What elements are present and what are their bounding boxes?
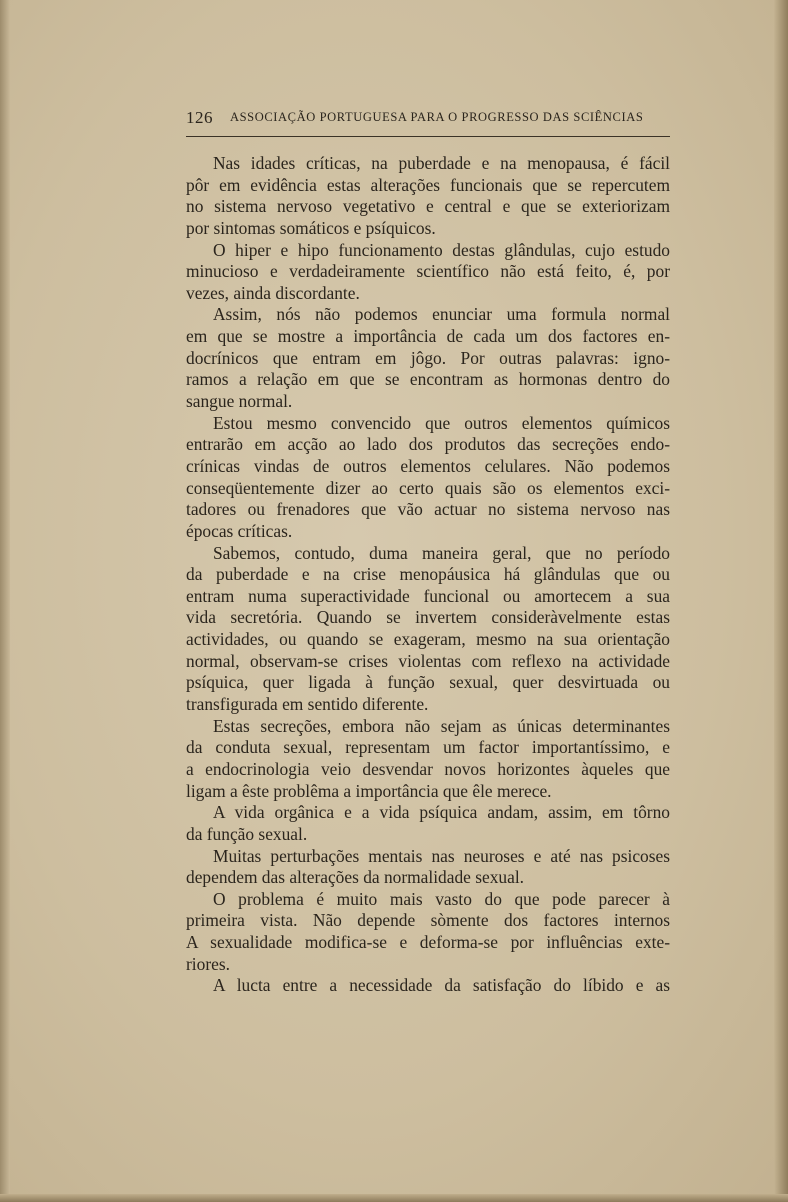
text-line: da função sexual. xyxy=(186,823,308,844)
text-line: em que se mostre a importância de cada um dos factores en- xyxy=(186,326,670,347)
text-line: vezes, ainda discordante. xyxy=(186,282,360,303)
page-number: 126 xyxy=(186,108,213,127)
text-line: O problema é muito mais vasto do que pode parecer à xyxy=(213,888,670,909)
text-line: Assim, nós não podemos enunciar uma formula normal xyxy=(213,304,670,325)
text-line: da conduta sexual, representam um factor importantíssimo, e xyxy=(186,737,670,758)
text-line: no sistema nervoso vegetativo e central e que se exteriorizam xyxy=(186,196,670,217)
running-head: ASSOCIAÇÃO PORTUGUESA PARA O PROGRESSO DAS SCIÊNCIAS xyxy=(230,110,644,124)
text-line: pôr em evidência estas alterações funcionais que se repercutem xyxy=(186,174,670,195)
text-line: psíquica, quer ligada à função sexual, quer desvirtuada ou xyxy=(186,672,670,693)
text-line: da puberdade e na crise menopáusica há glândulas que ou xyxy=(186,564,670,585)
text-line: Nas idades críticas, na puberdade e na menopausa, é fácil xyxy=(213,153,670,173)
text-line: entrarão em acção ao lado dos produtos das secreções endo- xyxy=(186,434,670,455)
text-line: conseqüentemente dizer ao certo quais são os elementos exci- xyxy=(186,477,670,498)
text-line: dependem das alterações da normalidade sexual. xyxy=(186,867,525,888)
text-line: A sexualidade modifica-se e deforma-se por influências exte- xyxy=(186,932,670,953)
text-line: crínicas vindas de outros elementos celulares. Não podemos xyxy=(186,455,670,476)
text-line: ramos a relação em que se encontram as hormonas dentro do xyxy=(186,369,670,390)
text-line: Sabemos, contudo, duma maneira geral, que no período xyxy=(213,542,670,563)
text-line: Estas secreções, embora não sejam as únicas determinantes xyxy=(213,715,670,736)
text-line: Estou mesmo convencido que outros elementos químicos xyxy=(213,412,670,433)
text-line: a endocrinologia veio desvendar novos horizontes àqueles que xyxy=(186,758,670,779)
page-bottom-edge xyxy=(0,1194,788,1202)
text-line: ligam a êste problêma a importância que êle merece. xyxy=(186,780,552,801)
text-line: A lucta entre a necessidade da satisfação do líbido e as xyxy=(213,975,670,996)
text-line: tadores ou frenadores que vão actuar no sistema nervoso nas xyxy=(186,499,670,520)
text-line: O hiper e hipo funcionamento destas glândulas, cujo estudo xyxy=(213,239,670,260)
text-line: A vida orgânica e a vida psíquica andam, assim, em tôrno xyxy=(213,802,670,823)
body-text xyxy=(186,153,670,997)
text-line: normal, observam-se crises violentas com reflexo na actividade xyxy=(186,650,670,671)
text-line: sangue normal. xyxy=(186,391,293,412)
text-line: épocas críticas. xyxy=(186,520,293,541)
page-left-edge xyxy=(0,0,10,1202)
text-line: vida secretória. Quando se invertem consideràvelmente estas xyxy=(186,607,670,628)
text-line: actividades, ou quando se exageram, mesmo na sua orientação xyxy=(186,629,670,650)
text-line: docrínicos que entram em jôgo. Por outras palavras: igno- xyxy=(186,347,670,368)
text-line: primeira vista. Não depende sòmente dos factores internos xyxy=(186,910,670,931)
text-line: riores. xyxy=(186,953,230,974)
page-right-edge xyxy=(774,0,788,1202)
text-line: minucioso e verdadeiramente scientífico não está feito, é, por xyxy=(186,261,670,282)
text-line: entram numa superactividade funcional ou amortecem a sua xyxy=(186,585,670,606)
text-line: por sintomas somáticos e psíquicos. xyxy=(186,217,436,238)
text-line: transfigurada em sentido diferente. xyxy=(186,694,429,715)
text-line: Muitas perturbações mentais nas neuroses e até nas psicoses xyxy=(213,845,670,866)
header-rule xyxy=(186,136,670,137)
page-header xyxy=(186,108,670,130)
